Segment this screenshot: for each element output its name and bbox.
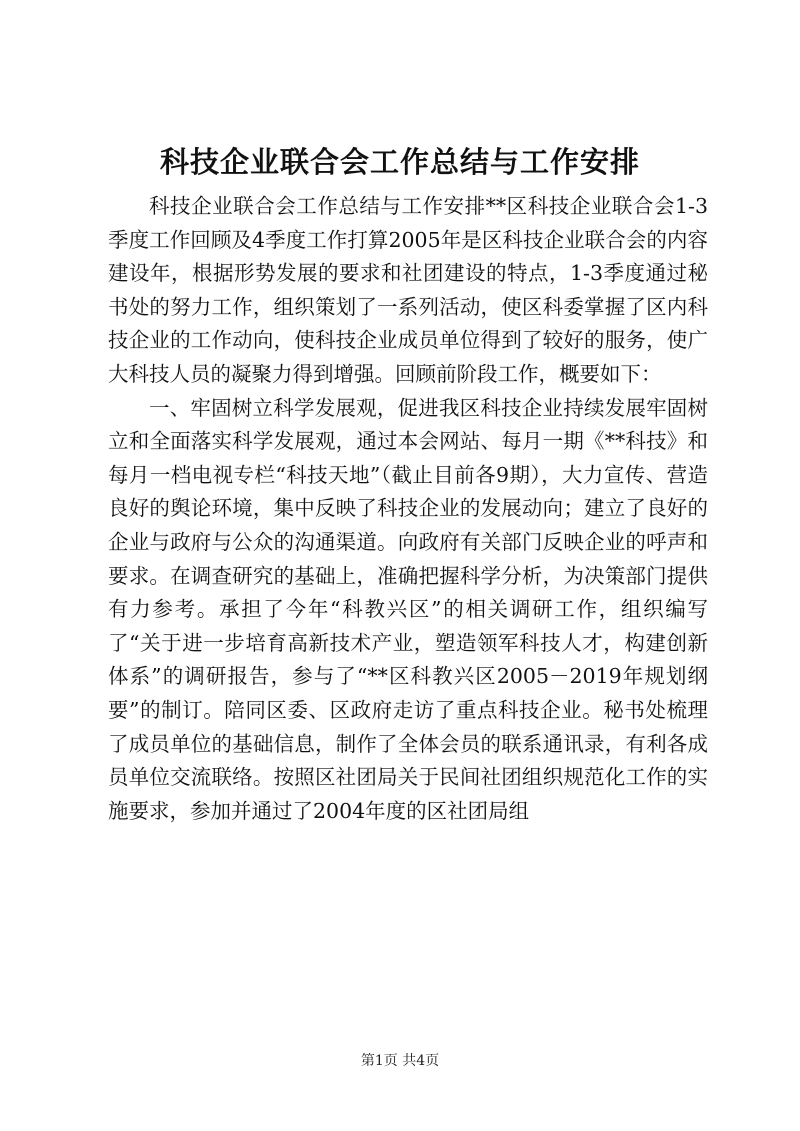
paragraph-1: 科技企业联合会工作总结与工作安排**区科技企业联合会1-3季度工作回顾及4季度工作打算2005年是区科技企业联合会的内容建设年，根据形势发展的要求和社团建设的特点，1-3季度通过秘书处的努力工作，组织策划了一系列活动，使区科委掌握了区内科技企业的工作动向，使科技企业成员单位得到了较好的服务，使广大科技人员的凝聚力得到增强。回顾前阶段工作，概要如下： bbox=[108, 194, 708, 386]
paragraph-2: 一、牢固树立科学发展观，促进我区科技企业持续发展牢固树立和全面落实科学发展观，通过本会网站、每月一期《**科技》和每月一档电视专栏“科技天地”（截止目前各9期），大力宣传、营造良好的舆论环境，集中反映了科技企业的发展动向；建立了良好的企业与政府与公众的沟通渠道。向政府有关部门反映企业的呼声和要求。在调查研究的基础上，准确把握科学分析，为决策部门提供有力参考。承担了今年“科教兴区”的相关调研工作，组织编写了“关于进一步培育高新技术产业，塑造领军科技人才，构建创新体系”的调研报告，参与了“**区科教兴区2005－2019年规划纲要”的制订。陪同区委、区政府走访了重点科技企业。秘书处梳理了成员单位的基础信息，制作了全体会员的联系通讯录，有利各成员单位交流联络。按照区社团局关于民间社团组织规范化工作的实施要求，参加并通过了2004年度的区社团局组 bbox=[108, 395, 708, 823]
document-body bbox=[108, 190, 708, 828]
page-footer: 第1页 共4页 bbox=[360, 1053, 440, 1069]
document-title: 科技企业联合会工作总结与工作安排 bbox=[159, 145, 640, 179]
